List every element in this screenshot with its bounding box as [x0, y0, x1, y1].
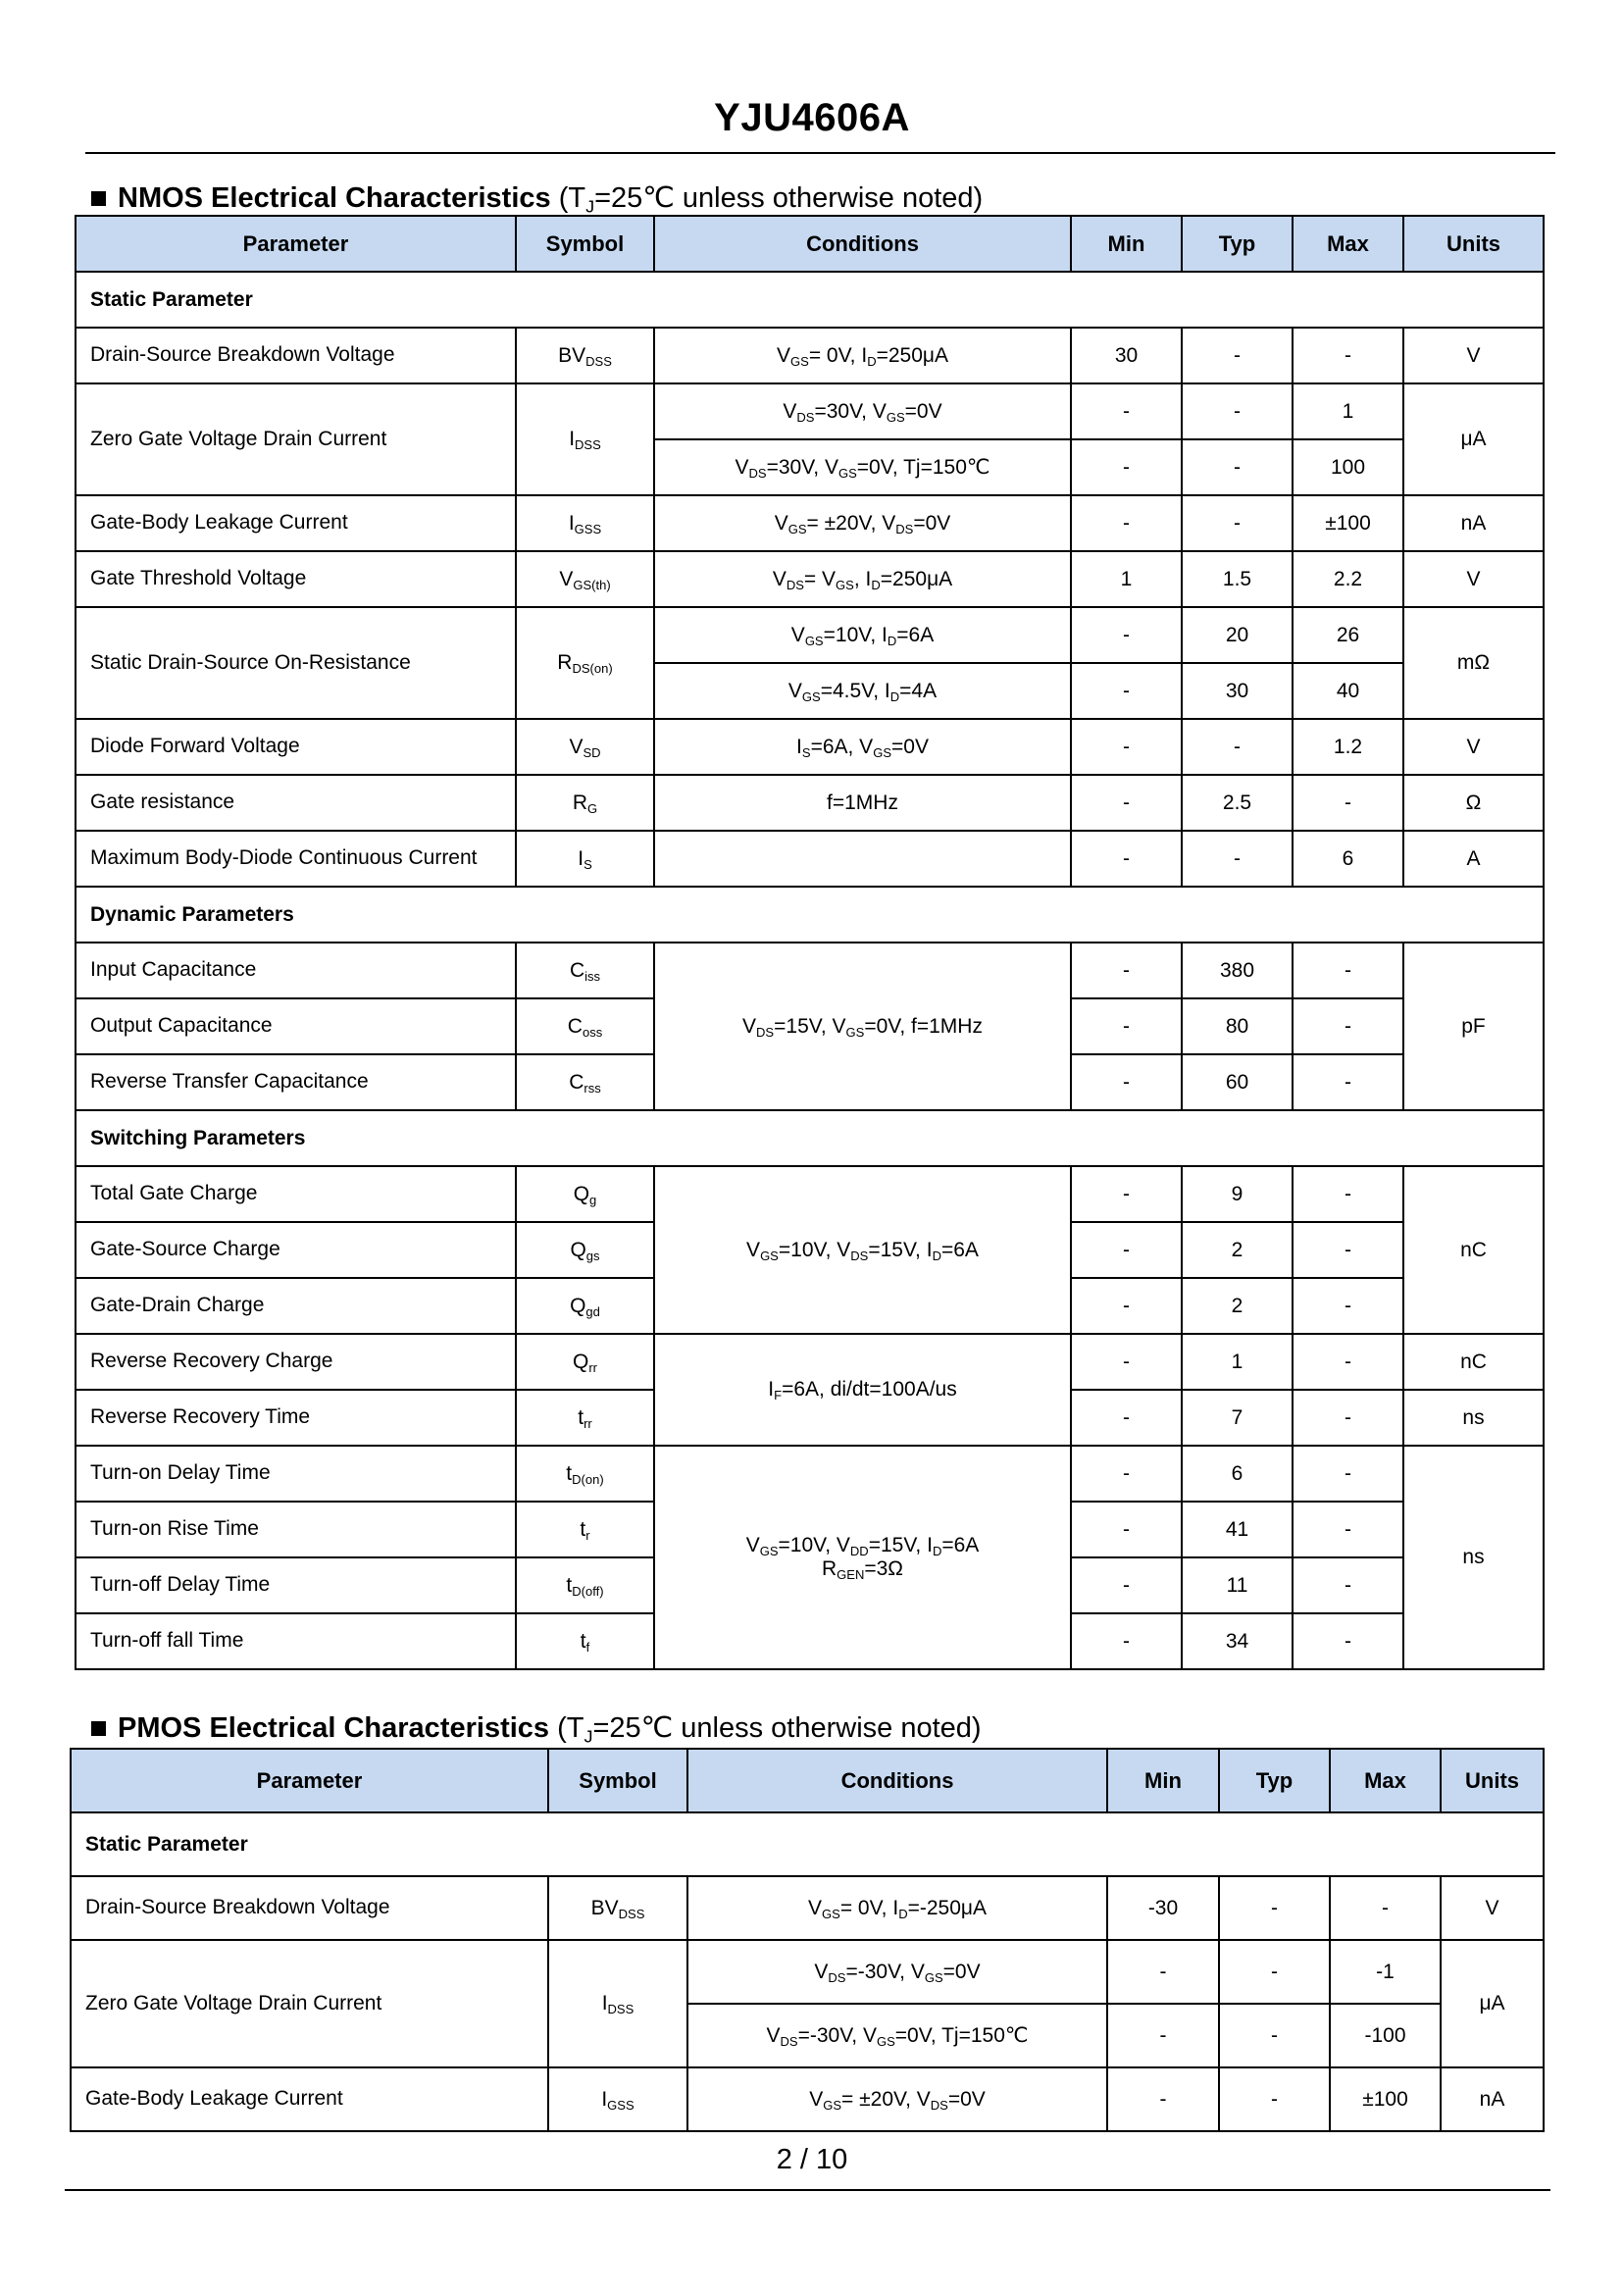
header-conditions: Conditions — [687, 1749, 1107, 1812]
bullet-square-icon — [91, 191, 106, 206]
header-units: Units — [1403, 216, 1544, 272]
table-row: Turn-on Rise Time $t_r$ - 41 - — [76, 1502, 1544, 1557]
table-header-row — [71, 1749, 1544, 1812]
header-parameter: Parameter — [71, 1749, 548, 1812]
table-header-row — [76, 216, 1544, 272]
table-row: Zero Gate Voltage Drain Current $I_{DSS}$ $V_{DS}=30V$, $V_{GS}=0V$ - - 1 μA — [76, 383, 1544, 439]
group-static: Static Parameter — [76, 272, 1544, 328]
header-typ: Typ — [1182, 216, 1293, 272]
table-row: Gate-Body Leakage Current $I_{GSS}$ $V_{GS}= \pm 20V$, $V_{DS}=0V$ - - ±100 nA — [76, 495, 1544, 551]
table-row: Static Drain-Source On-Resistance $R_{DS(on)}$ $V_{GS}=10V$, $I_D=6A$ - 20 26 mΩ — [76, 607, 1544, 663]
table-row: Input Capacitance $C_{iss}$ $V_{DS}=15V$, $V_{GS}=0V$, f=1MHz - 380 - pF — [76, 943, 1544, 998]
pmos-heading-title: PMOS Electrical Characteristics — [118, 1712, 550, 1744]
nmos-heading-title: NMOS Electrical Characteristics — [118, 182, 551, 214]
header-min: Min — [1071, 216, 1182, 272]
header-symbol: Symbol — [548, 1749, 687, 1812]
table-row: Gate resistance $R_G$ f=1MHz - 2.5 - Ω — [76, 775, 1544, 831]
table-row: Maximum Body-Diode Continuous Current $I_S$ - - 6 A — [76, 831, 1544, 887]
table-row: Gate Threshold Voltage $V_{GS(th)}$ $V_{DS}= V_{GS}$, $I_D=250\mu A$ 1 1.5 2.2 V — [76, 551, 1544, 607]
table-row: Output Capacitance $C_{oss}$ - 80 - — [76, 998, 1544, 1054]
header-max: Max — [1330, 1749, 1441, 1812]
table-row: Gate-Body Leakage Current $I_{GSS}$ $V_{GS}= \pm 20V$, $V_{DS}=0V$ - - ±100 nA — [71, 2067, 1544, 2131]
header-typ: Typ — [1219, 1749, 1330, 1812]
header-min: Min — [1107, 1749, 1219, 1812]
table-row: Zero Gate Voltage Drain Current $I_{DSS}$ $V_{DS}=-30V$, $V_{GS}=0V$ - - -1 μA — [71, 1940, 1544, 2004]
table-row: Turn-on Delay Time $t_{D(on)}$ $V_{GS}=10V$, $V_{DD}=15V$, $I_D=6A$ $R_{GEN}=3\Omega$ - 6 - ns — [76, 1446, 1544, 1502]
table-row: Reverse Recovery Time $t_{rr}$ - 7 - ns — [76, 1390, 1544, 1446]
group-dynamic: Dynamic Parameters — [76, 887, 1544, 943]
pmos-heading: PMOS Electrical Characteristics ($T_J=25℃$ unless otherwise noted) — [91, 1710, 982, 1745]
table-row: Drain-Source Breakdown Voltage $BV_{DSS}$ $V_{GS}= 0V$, $I_D=-250\mu A$ -30 - - V — [71, 1876, 1544, 1940]
table-row: Turn-off fall Time $t_f$ - 34 - — [76, 1613, 1544, 1669]
table-row: Total Gate Charge $Q_g$ $V_{GS}=10V$, $V_{DS}=15V$, $I_D=6A$ - 9 - nC — [76, 1166, 1544, 1222]
header-rule — [85, 152, 1555, 154]
group-static: Static Parameter — [71, 1812, 1544, 1876]
footer-rule — [65, 2189, 1550, 2191]
bullet-square-icon — [91, 1721, 106, 1736]
page-number: 2 / 10 — [776, 2144, 848, 2175]
header-units: Units — [1441, 1749, 1544, 1812]
nmos-table — [75, 215, 1545, 1670]
header-parameter: Parameter — [76, 216, 516, 272]
nmos-heading: NMOS Electrical Characteristics ($T_J=25℃$ unless otherwise noted) — [91, 180, 983, 215]
table-row: Reverse Transfer Capacitance $C_{rss}$ - 60 - — [76, 1054, 1544, 1110]
header-symbol: Symbol — [516, 216, 654, 272]
table-row: $V_{DS}=-30V$, $V_{GS}=0V$, Tj=150℃ - - -100 — [71, 2004, 1544, 2067]
table-row: Gate-Drain Charge $Q_{gd}$ - 2 - — [76, 1278, 1544, 1334]
header-max: Max — [1293, 216, 1403, 272]
table-row: Reverse Recovery Charge $Q_{rr}$ $I_F=6A$, di/dt=100A/us - 1 - nC — [76, 1334, 1544, 1390]
table-row: $V_{GS}=4.5V$, $I_D=4A$ - 30 40 — [76, 663, 1544, 719]
header-conditions: Conditions — [654, 216, 1071, 272]
pmos-table — [70, 1748, 1545, 2132]
table-row: Diode Forward Voltage $V_{SD}$ $I_S=6A$, $V_{GS}=0V$ - - 1.2 V — [76, 719, 1544, 775]
table-row: Turn-off Delay Time $t_{D(off)}$ - 11 - — [76, 1557, 1544, 1613]
group-switching: Switching Parameters — [76, 1110, 1544, 1166]
table-row: Drain-Source Breakdown Voltage $BV_{DSS}$ $V_{GS}= 0V$, $I_D=250\mu A$ 30 - - V — [76, 328, 1544, 383]
table-row: $V_{DS}=30V$, $V_{GS}=0V$, Tj=150℃ - - 100 — [76, 439, 1544, 495]
table-row: Gate-Source Charge $Q_{gs}$ - 2 - — [76, 1222, 1544, 1278]
document-title: YJU4606A — [714, 96, 910, 139]
